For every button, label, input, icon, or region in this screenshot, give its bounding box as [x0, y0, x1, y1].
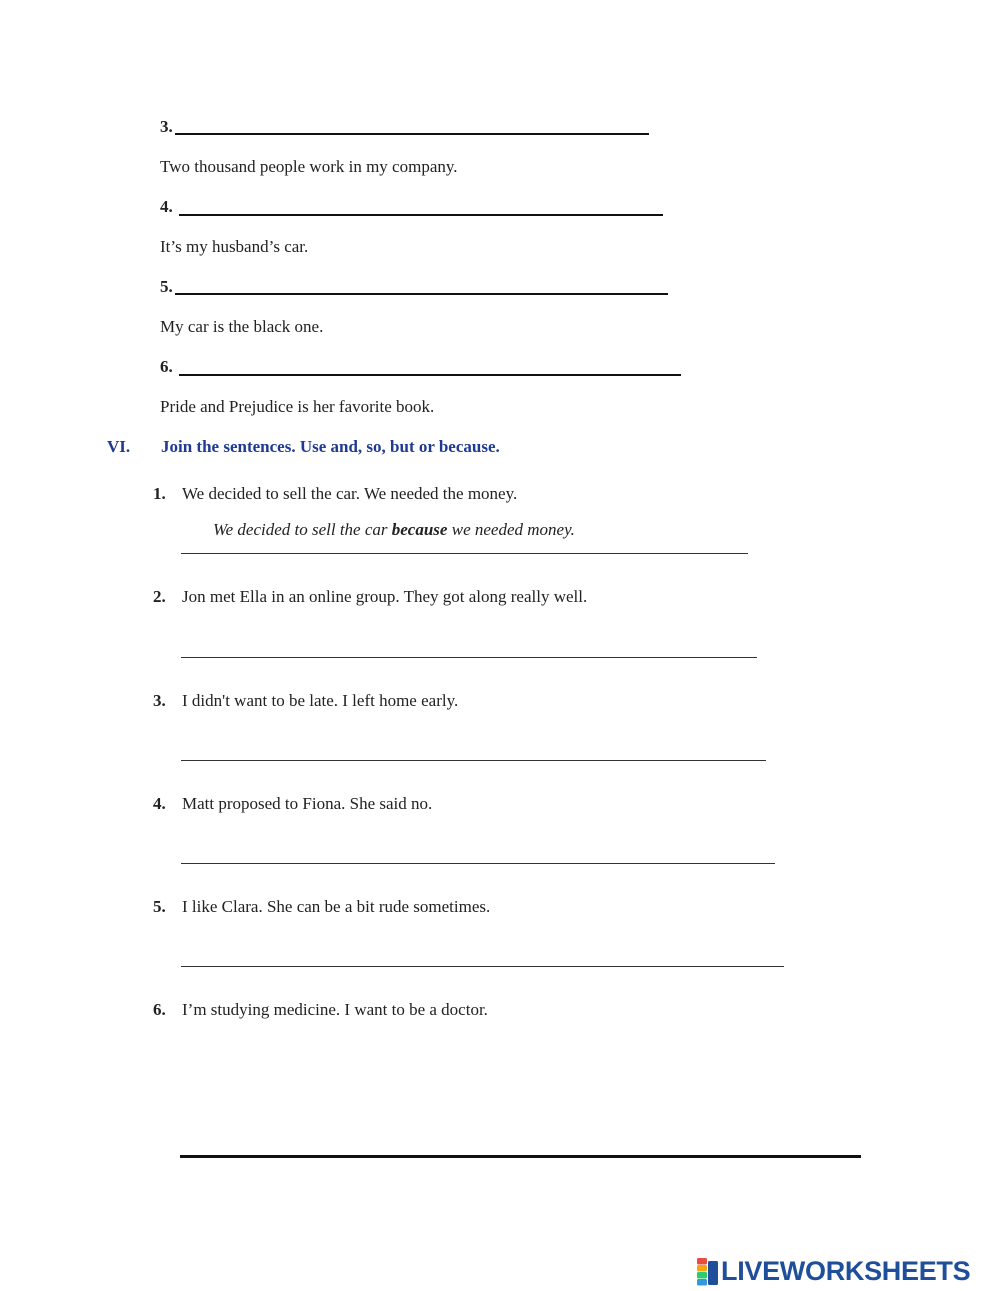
answer-input-4[interactable] [182, 189, 664, 217]
join-answer-input-5[interactable] [184, 939, 785, 967]
join-answer-input-3[interactable] [184, 733, 767, 761]
prompt-sentence: It’s my husband’s car. [160, 237, 309, 256]
question-number: 5. [153, 897, 166, 916]
answer-input-6[interactable] [182, 349, 682, 377]
question-number: 4. [160, 197, 173, 216]
question-sentence: I’m studying medicine. I want to be a doctor. [182, 1000, 488, 1019]
question-number: 6. [153, 1000, 166, 1019]
question-sentence: We decided to sell the car. We needed the money. [182, 484, 518, 503]
answer-input-3[interactable] [178, 108, 650, 136]
question-sentence: Matt proposed to Fiona. She said no. [182, 794, 433, 813]
question-number: 3. [160, 117, 173, 136]
section-title: Join the sentences. Use and, so, but or because. [161, 437, 500, 456]
prompt-sentence: Two thousand people work in my company. [160, 157, 458, 176]
liveworksheets-logo [697, 1256, 970, 1287]
example-keyword: because [391, 520, 448, 539]
question-number: 5. [160, 277, 173, 296]
question-sentence: I like Clara. She can be a bit rude sometimes. [182, 897, 491, 916]
join-answer-input-4[interactable] [184, 836, 776, 864]
join-answer-input-6[interactable] [184, 1126, 862, 1154]
answer-line [181, 553, 748, 554]
question-sentence: I didn't want to be late. I left home early. [182, 691, 459, 710]
answer-input-5[interactable] [178, 268, 669, 296]
question-number: 2. [153, 587, 166, 606]
prompt-sentence: Pride and Prejudice is her favorite book. [160, 397, 435, 416]
liveworksheets-logo-icon [697, 1258, 719, 1286]
question-number: 6. [160, 357, 173, 376]
question-number: 4. [153, 794, 166, 813]
question-number: 1. [153, 484, 166, 503]
question-number: 3. [153, 691, 166, 710]
section-number: VI. [107, 437, 131, 456]
answer-line [180, 1155, 861, 1158]
prompt-sentence: My car is the black one. [160, 317, 324, 336]
question-sentence: Jon met Ella in an online group. They got along really well. [182, 587, 588, 606]
join-answer-input-2[interactable] [184, 630, 758, 658]
logo-text: LIVEWORKSHEETS [721, 1256, 971, 1286]
example-answer: We decided to sell the car because we needed money. [213, 520, 575, 539]
